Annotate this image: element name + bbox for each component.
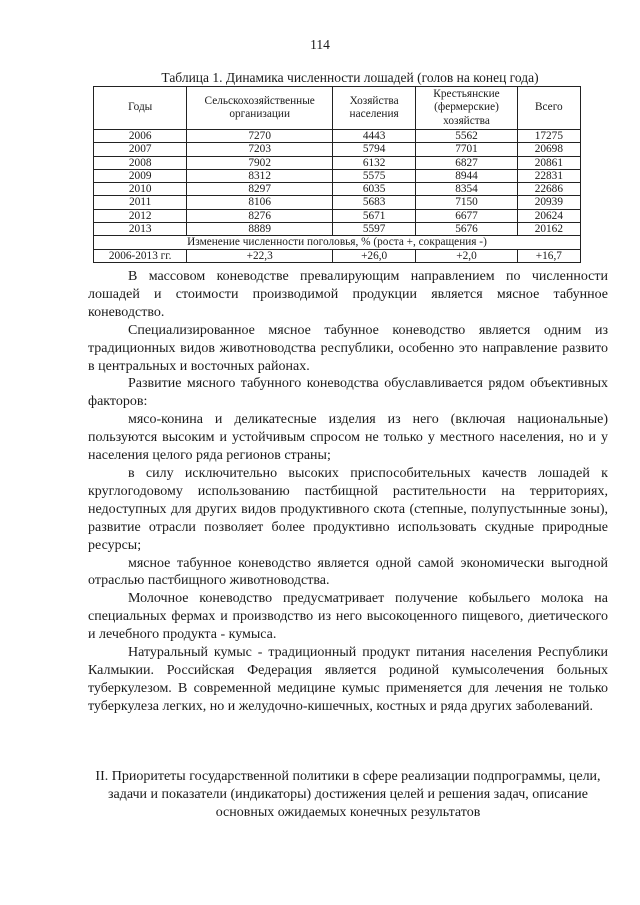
table-cell: 8944 <box>416 169 517 182</box>
table-cell: 6132 <box>332 156 415 169</box>
table-cell: 5575 <box>332 169 415 182</box>
table-cell: 22686 <box>517 183 580 196</box>
table-cell: 5794 <box>332 143 415 156</box>
table-cell: 6827 <box>416 156 517 169</box>
table-cell: 2013 <box>94 223 187 236</box>
table-cell: 8889 <box>187 223 333 236</box>
table-cell: 2012 <box>94 209 187 222</box>
table-cell: 2007 <box>94 143 187 156</box>
paragraph: мясное табунное коневодство является одной самой экономически выгодной отраслью пастбищного животноводства. <box>88 555 608 589</box>
table-cell: 5597 <box>332 223 415 236</box>
header-agricultural-orgs: Сельскохозяйственные организации <box>187 87 333 130</box>
change-row <box>94 249 581 262</box>
table-cell: 20939 <box>517 196 580 209</box>
header-years: Годы <box>94 87 187 130</box>
table-cell: 2010 <box>94 183 187 196</box>
change-households: +26,0 <box>332 249 415 262</box>
table-cell: 5683 <box>332 196 415 209</box>
change-peasant-farms: +2,0 <box>416 249 517 262</box>
table-row <box>94 156 581 169</box>
table-cell: 5671 <box>332 209 415 222</box>
table-cell: 8106 <box>187 196 333 209</box>
table-caption: Таблица 1. Динамика численности лошадей (голов на конец года) <box>161 70 539 85</box>
paragraph: Специализированное мясное табунное коневодство является одним из традиционных видов животноводства республики, особенно это направление развито в центральных и восточных районах. <box>88 322 608 374</box>
paragraph: Молочное коневодство предусматривает получение кобыльего молока на специальных фермах и производство из него высокоценного пищевого, диетического и лечебного продукта - кумыса. <box>88 591 608 643</box>
table-row <box>94 183 581 196</box>
table-cell: 2011 <box>94 196 187 209</box>
table-row <box>94 209 581 222</box>
change-total: +16,7 <box>517 249 580 262</box>
table-cell: 8297 <box>187 183 333 196</box>
change-note-row <box>94 236 581 249</box>
table-cell: 8276 <box>187 209 333 222</box>
table-row <box>94 223 581 236</box>
paragraph: мясо-конина и деликатесные изделия из него (включая национальные) пользуются высоким и устойчивым спросом не только у местного населения, но и у населения целого ряда регионов страны; <box>88 412 608 464</box>
table-cell: 4443 <box>332 130 415 143</box>
table-cell: 20861 <box>517 156 580 169</box>
table-row <box>94 196 581 209</box>
header-peasant-farms: Крестьянские (фермерские) хозяйства <box>416 87 517 130</box>
table-cell: 5562 <box>416 130 517 143</box>
table-cell: 7701 <box>416 143 517 156</box>
table-cell: 2006 <box>94 130 187 143</box>
change-agricultural-orgs: +22,3 <box>187 249 333 262</box>
paragraph: В массовом коневодстве превалирующим направлением по численности лошадей и стоимости производимой продукции является мясное табунное коневодство. <box>88 269 608 320</box>
table-cell: 8312 <box>187 169 333 182</box>
paragraph: в силу исключительно высоких приспособительных качеств лошадей к круглогодовому использованию пастбищной растительности на территориях, недоступных для других видов продуктивного скота (степные, полупустынные зоны), развитие отрасли позволяет более продуктивно использовать скудные природные ресурсы; <box>88 465 608 553</box>
table-row <box>94 143 581 156</box>
body-text <box>88 268 608 716</box>
table-cell: 2009 <box>94 169 187 182</box>
change-period: 2006-2013 гг. <box>94 249 187 262</box>
table-cell: 8354 <box>416 183 517 196</box>
table-row <box>94 169 581 182</box>
table-cell: 20162 <box>517 223 580 236</box>
header-households: Хозяйства населения <box>332 87 415 130</box>
page-number: 114 <box>310 37 330 52</box>
table-cell: 7203 <box>187 143 333 156</box>
paragraph: Натуральный кумыс - традиционный продукт питания населения Республики Калмыкии. Российская Федерация является родиной кумысолечения больных туберкулезом. В современной медицине кумыс применяется для лечения не только туберкулеза легких, но и желудочно-кишечных, костных и ряда других заболеваний. <box>88 645 608 714</box>
table-cell: 7902 <box>187 156 333 169</box>
table-cell: 6035 <box>332 183 415 196</box>
table-cell: 20698 <box>517 143 580 156</box>
table-cell: 5676 <box>416 223 517 236</box>
table-cell: 7270 <box>187 130 333 143</box>
change-note: Изменение численности поголовья, % (роста +, сокращения -) <box>94 236 581 249</box>
table-cell: 20624 <box>517 209 580 222</box>
table-cell: 17275 <box>517 130 580 143</box>
table-row <box>94 130 581 143</box>
horse-population-table <box>93 86 581 263</box>
table-header-row <box>94 87 581 130</box>
table-body <box>94 130 581 263</box>
table-cell: 7150 <box>416 196 517 209</box>
table-cell: 2008 <box>94 156 187 169</box>
section-heading: II. Приоритеты государственной политики в сфере реализации подпрограммы, цели, задачи и показатели (индикаторы) достижения целей и решения задач, описание основных ожидаемых конечных результатов <box>95 769 601 820</box>
header-total: Всего <box>517 87 580 130</box>
table-cell: 22831 <box>517 169 580 182</box>
paragraph: Развитие мясного табунного коневодства обуславливается рядом объективных факторов: <box>88 376 608 410</box>
table-cell: 6677 <box>416 209 517 222</box>
